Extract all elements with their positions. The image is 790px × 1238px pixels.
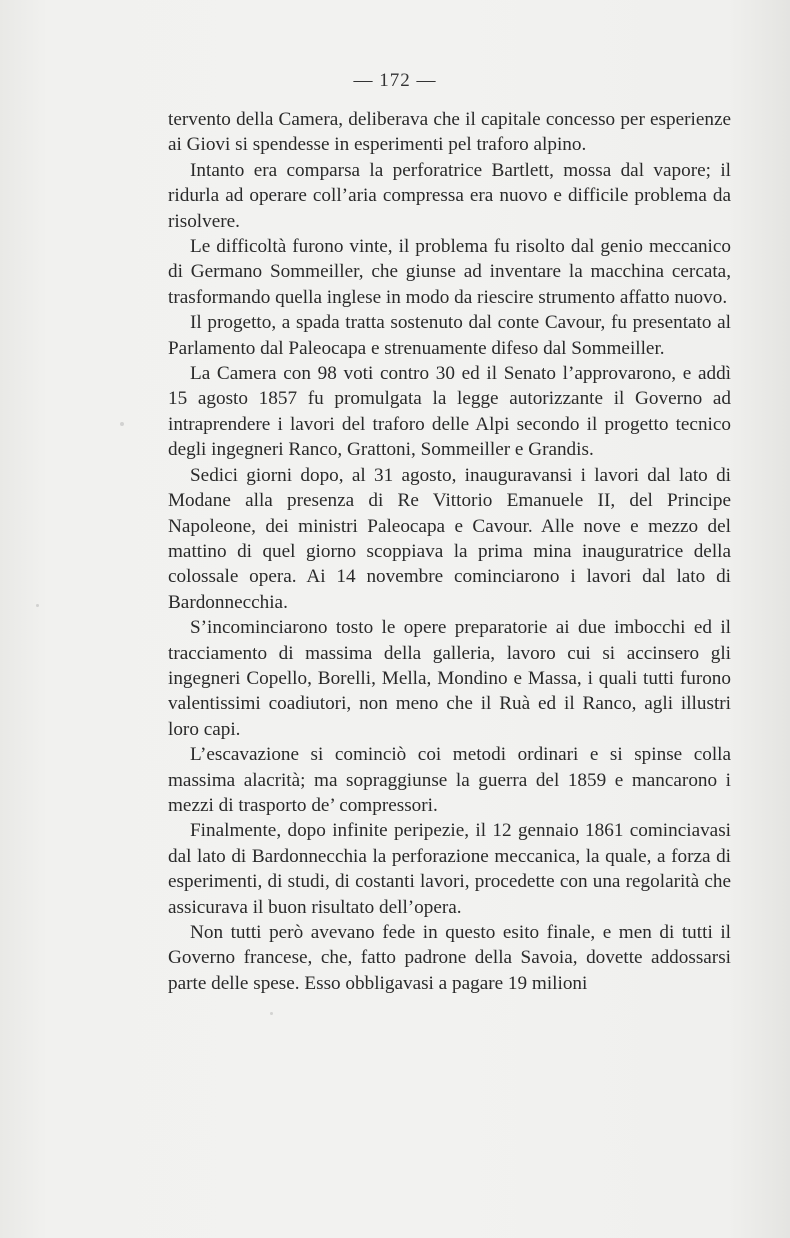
paragraph: Finalmente, dopo infinite peripezie, il 12 gennaio 1861 cominciavasi dal lato di Bardonnecchia la perforazione meccanica, la quale, a forza di esperimenti, di studi, di costanti lavori, procedette con una regolarità che assicurava il buon risultato dell’opera.: [168, 820, 731, 918]
paragraph: La Camera con 98 voti contro 30 ed il Senato l’approvarono, e addì 15 agosto 1857 fu promulgata la legge autorizzante il Governo ad intraprendere i lavori del traforo delle Alpi secondo il progetto tecnico degli ingegneri Ranco, Grattoni, Sommeiller e Grandis.: [168, 363, 731, 461]
paragraph: tervento della Camera, deliberava che il capitale concesso per esperienze ai Giovi si spendesse in esperimenti pel traforo alpino.: [168, 109, 731, 156]
paragraph: L’escavazione si cominciò coi metodi ordinari e si spinse colla massima alacrità; ma sopraggiunse la guerra del 1859 e mancarono i mezzi di trasporto de’ compressori.: [168, 744, 731, 816]
paragraph: S’incominciarono tosto le opere preparatorie ai due imbocchi ed il tracciamento di massima della galleria, lavoro cui si accinsero gli ingegneri Copello, Borelli, Mella, Mondino e Massa, i quali tutti furono valentissimi coadiutori, non meno che il Ruà ed il Ranco, agli illustri loro capi.: [168, 617, 731, 740]
page-smudge: [120, 422, 124, 426]
page-smudge: [36, 604, 39, 607]
body-text: [168, 107, 731, 996]
paragraph: Intanto era comparsa la perforatrice Bartlett, mossa dal vapore; il ridurla ad operare coll’aria compressa era nuovo e difficile problema da risolvere.: [168, 159, 731, 232]
page-number: — 172 —: [353, 70, 437, 91]
paragraph: Non tutti però avevano fede in questo esito finale, e men di tutti il Governo francese, che, fatto padrone della Savoia, dovette addossarsi parte delle spese. Esso obbligavasi a pagare 19 milioni: [168, 922, 731, 994]
paragraph: Sedici giorni dopo, al 31 agosto, inauguravansi i lavori dal lato di Modane alla presenza di Re Vittorio Emanuele II, del Principe Napoleone, dei ministri Paleocapa e Cavour. Alle nove e mezzo del mattino di quel giorno scoppiava la prima mina inauguratrice della colossale opera. Ai 14 novembre cominciarono i lavori dal lato di Bardonnecchia.: [168, 464, 731, 613]
paragraph: Le difficoltà furono vinte, il problema fu risolto dal genio meccanico di Germano Sommeiller, che giunse ad inventare la macchina cercata, trasformando quella inglese in modo da riescire strumento affatto nuovo.: [168, 236, 731, 308]
paragraph: Il progetto, a spada tratta sostenuto dal conte Cavour, fu presentato al Parlamento dal Paleocapa e strenuamente difeso dal Sommeiller.: [168, 312, 731, 359]
page-smudge: [270, 1012, 273, 1015]
